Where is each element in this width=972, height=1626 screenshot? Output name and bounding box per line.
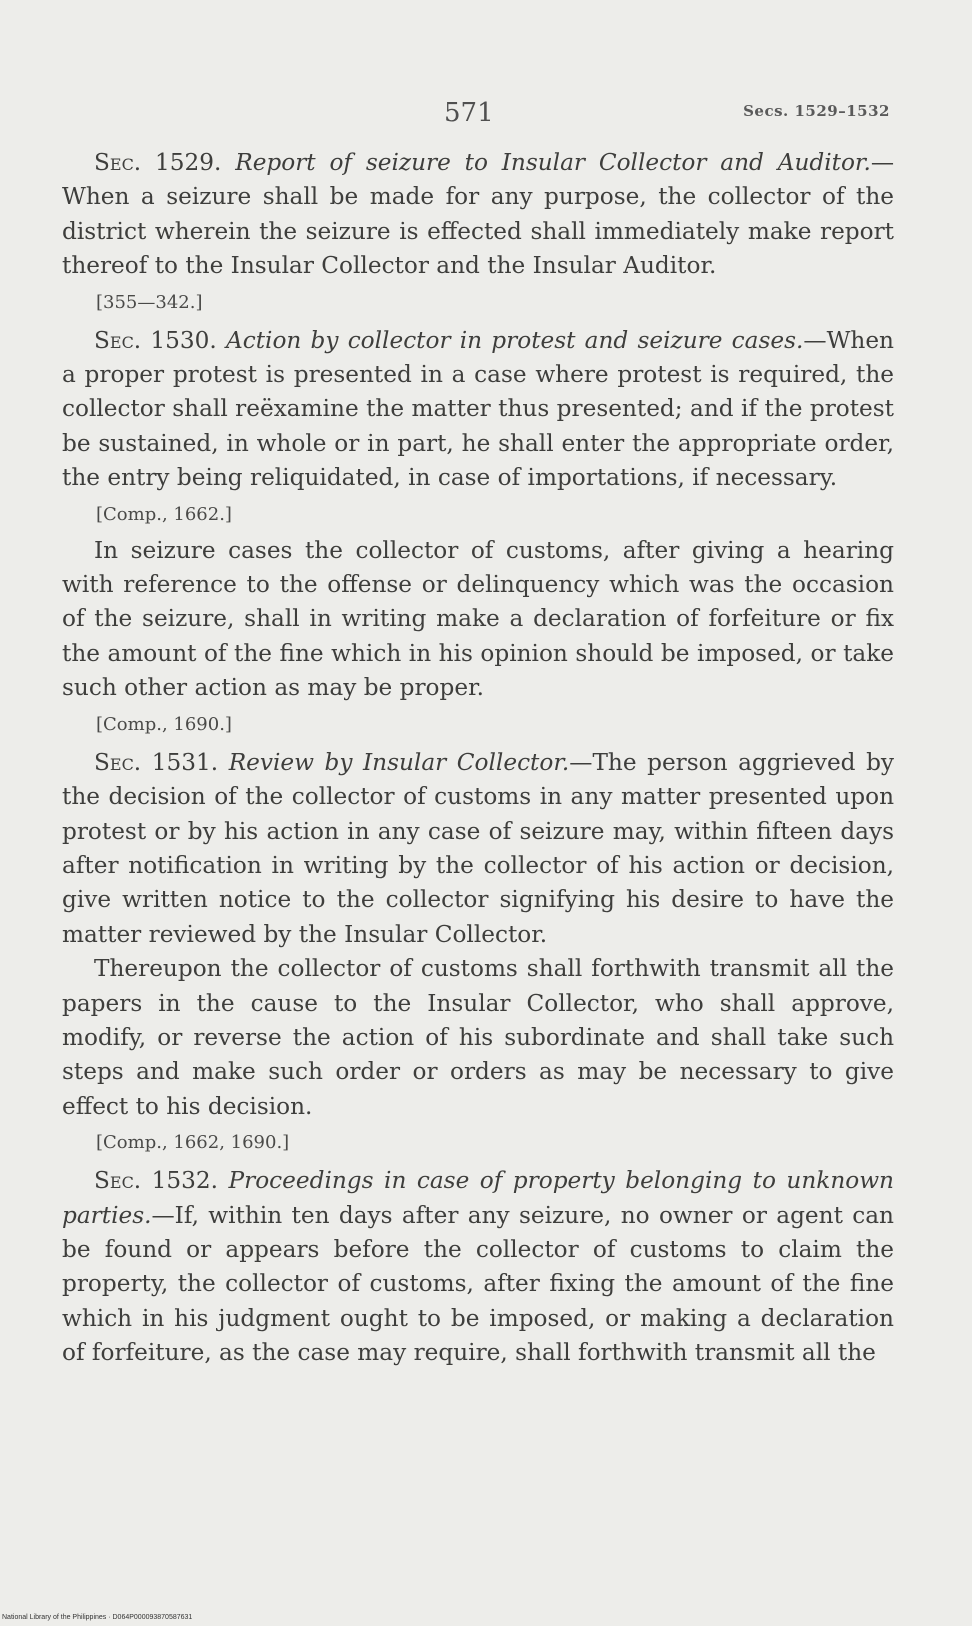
citation: [Comp., 1690.] xyxy=(96,713,232,735)
section-body: —When a seizure shall be made for any purpose, the collector of the district wherein the seizure is effected shall immediately make report thereof to the Insular Collector and the Insular Auditor. xyxy=(62,149,895,280)
page-number: 571 xyxy=(444,98,494,128)
running-head: Secs. 1529–1532 xyxy=(743,102,890,120)
paragraph: Thereupon the collector of customs shall forthwith transmit all the papers in the cause to the Insular Collector, who shall approve, modify, or reverse the action of his subordinate and shall take such steps and make such order or orders as may be necessary to give effect to his decision. xyxy=(62,955,894,1120)
section-label: Sec. 1529. xyxy=(94,149,222,176)
section-1530 xyxy=(62,324,894,496)
scan-footer: National Library of the Philippines · D064P000093870587631 xyxy=(2,1614,193,1621)
section-body: —When a proper protest is presented in a case where protest is required, the collector shall reëxamine the matter thus presented; and if the protest be sustained, in whole or in part, he shall enter the appropriate order, the entry being reliquidated, in case of importations, if necessary. xyxy=(62,326,894,492)
section-heading: Report of seizure to Insular Collector and Auditor. xyxy=(235,149,871,176)
section-heading: Proceedings in case of property belonging to unknown parties. xyxy=(62,1167,894,1229)
citation: [355—342.] xyxy=(96,291,203,313)
section-1532 xyxy=(62,1164,894,1370)
page-header xyxy=(62,88,894,140)
section-1531 xyxy=(62,746,894,952)
citation: [Comp., 1662, 1690.] xyxy=(96,1132,290,1154)
section-label: Sec. 1531. xyxy=(94,748,219,776)
document-page xyxy=(62,88,894,1548)
section-body: —The person aggrieved by the decision of the collector of customs in any matter presented upon protest or by his action in any case of seizure may, within fifteen days after notification in writing by the collector of his action or decision, give written notice to the collector signifying his desire to have the matter reviewed by the Insular Collector. xyxy=(62,748,895,948)
paragraph: In seizure cases the collector of customs, after giving a hearing with reference to the offense or delinquency which was the occasion of the seizure, shall in writing make a declaration of forfeiture or fix the amount of the fine which in his opinion should be imposed, or take such other action as may be proper. xyxy=(62,536,894,702)
section-1529 xyxy=(62,146,894,284)
section-heading: Review by Insular Collector. xyxy=(228,748,570,776)
section-heading: Action by collector in protest and seizure cases. xyxy=(225,326,804,354)
section-label: Sec. 1532. xyxy=(94,1167,219,1195)
section-body: —If, within ten days after any seizure, no owner or agent can be found or appears before the collector of customs to claim the property, the collector of customs, after fixing the amount of the fine which in his judgment ought to be imposed, or making a declaration of forfeiture, as the case may require, shall forthwith transmit all the xyxy=(62,1201,894,1367)
section-label: Sec. 1530. xyxy=(94,326,217,354)
citation: [Comp., 1662.] xyxy=(96,503,232,525)
